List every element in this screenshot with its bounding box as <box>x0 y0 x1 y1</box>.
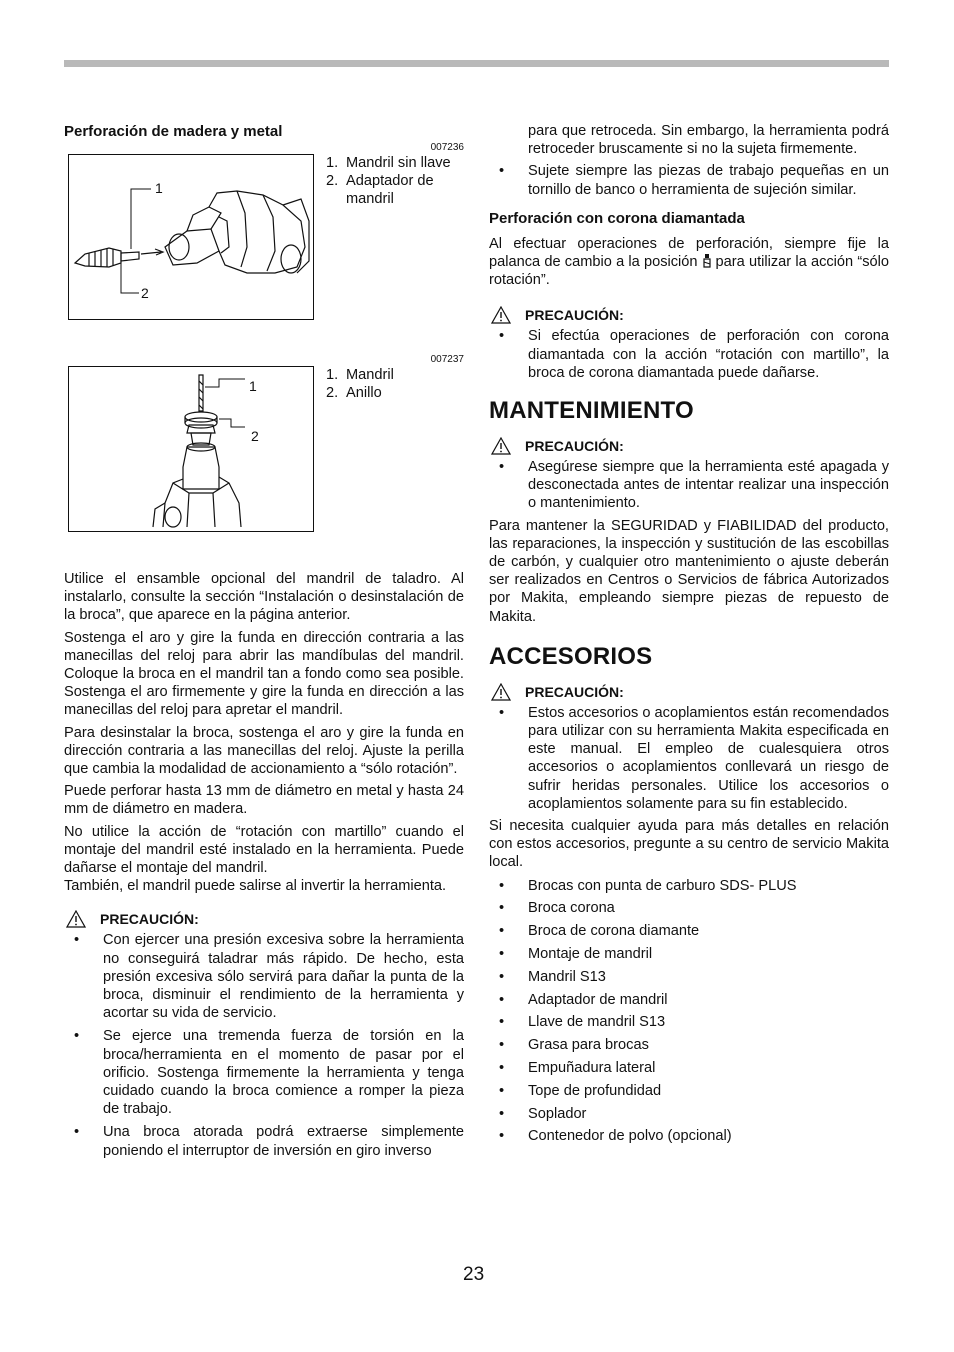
legend-number: 2. <box>326 385 339 402</box>
caution-list <box>489 458 889 513</box>
list-item: • Se ejerce una tremenda fuerza de torsión en la broca/herramienta en el momento de pasar por el orificio. Sostenga firmemente la herramienta y tenga cuidado cuando la broca comience a romper la pieza de trabajo. <box>74 1028 464 1118</box>
warning-triangle-icon <box>66 910 86 928</box>
caution-heading <box>489 305 889 325</box>
list-item: • Estos accesorios o acoplamientos están recomendados para utilizar con su herramienta Makita especificada en este manual. El empleo de cualesquiera otros accesorios o acoplamientos conllevará un riesgo de sufrir heridas personales. Utilice los accesorios o acoplamientos solamente para su fin establecido. <box>499 704 889 812</box>
warning-triangle-icon <box>491 683 511 701</box>
caution-label: PRECAUCIÓN: <box>100 911 199 928</box>
list-item: • Tope de profundidad <box>499 1082 662 1099</box>
figure-2-legend <box>326 366 466 402</box>
caution-list <box>489 327 889 382</box>
continued-list <box>489 122 889 199</box>
paragraph: No utilice la acción de “rotación con martillo” cuando el montaje del mandril esté instalado en la herramienta. Puede dañarse el montaje del mandril. <box>64 823 464 877</box>
paragraph: Al efectuar operaciones de perforación, siempre fije la palanca de cambio a la posición para utilizar la acción “sólo rotación”. <box>489 235 889 289</box>
list-item: • Grasa para brocas <box>499 1037 649 1054</box>
list-item: • Empuñadura lateral <box>499 1060 656 1077</box>
right-column <box>489 122 889 1150</box>
figure-2-callout-1: 1 <box>249 378 257 394</box>
figure-1-callout-2: 2 <box>141 285 149 301</box>
figure-1-callout-1: 1 <box>155 180 163 196</box>
paragraph: Sostenga el aro y gire la funda en dirección contraria a las manecillas del reloj para abrir las mandíbulas del mandril. Coloque la broca en el mandril tan a fondo como sea posible. Sostenga el aro firmemente y gire la funda en dirección a las manecillas del reloj para apretar el mandril. <box>64 629 464 719</box>
caution-label: PRECAUCIÓN: <box>525 683 624 700</box>
list-item: • Broca de corona diamante <box>499 923 700 940</box>
caution-label: PRECAUCIÓN: <box>525 438 624 455</box>
legend-label: Mandril <box>346 367 394 383</box>
left-column <box>64 122 464 1160</box>
section-heading-wood-metal: Perforación de madera y metal <box>64 123 283 140</box>
caution-heading <box>489 682 889 702</box>
list-item: • Con ejercer una presión excesiva sobre la herramienta no conseguirá taladrar más rápido. De hecho, esta presión excesiva sólo servirá para dañar la punta de la broca, disminuir el rendimiento de la herramienta y acortar su vida de servicio. <box>74 932 464 1022</box>
paragraph: Si necesita cualquier ayuda para más detalles en relación con estos accesorios, pregunte a su centro de servicio Makita local. <box>489 818 889 871</box>
list-item: • Soplador <box>499 1105 587 1122</box>
warning-triangle-icon <box>491 437 511 455</box>
list-item: • Brocas con punta de carburo SDS- PLUS <box>499 877 797 894</box>
list-item: • Una broca atorada podrá extraerse simplemente poniendo el interruptor de inversión en giro inverso <box>74 1124 464 1159</box>
list-item: • Mandril S13 <box>499 968 606 985</box>
warning-triangle-icon <box>491 306 511 324</box>
figure-2 <box>64 366 464 534</box>
paragraph: Puede perforar hasta 13 mm de diámetro en metal y hasta 24 mm de diámetro en madera. <box>64 783 464 818</box>
list-item: • Llave de mandril S13 <box>499 1014 666 1031</box>
list-item: • Asegúrese siempre que la herramienta esté apagada y desconectada antes de intentar realizar una inspección o mantenimiento. <box>499 459 889 512</box>
legend-number: 1. <box>326 367 339 383</box>
figure-2-callout-2: 2 <box>251 428 259 444</box>
figure-2-illustration <box>68 366 314 532</box>
legend-label: Anillo <box>346 385 382 402</box>
drill-chuck-ring-drawing <box>69 367 312 530</box>
caution-heading <box>489 436 889 456</box>
legend-number: 2. <box>326 173 339 190</box>
paragraph: Utilice el ensamble opcional del mandril de taladro. Al instalarlo, consulte la sección “Instalación o desinstalación de la broca”, que aparece en la página anterior. <box>64 571 464 624</box>
figure-code-2: 007237 <box>430 354 464 365</box>
list-item: • Adaptador de mandril <box>499 991 668 1008</box>
page-number: 23 <box>463 1264 485 1285</box>
caution-list <box>64 931 464 1159</box>
section-title-maintenance: MANTENIMIENTO <box>489 397 694 425</box>
figure-1 <box>64 154 464 322</box>
caution-label: PRECAUCIÓN: <box>525 307 624 324</box>
section-heading-diamond: Perforación con corona diamantada <box>489 209 745 227</box>
figure-1-illustration <box>68 154 314 320</box>
legend-number: 1. <box>326 155 339 171</box>
top-rule <box>64 60 889 67</box>
legend-label: Mandril sin llave <box>346 155 451 171</box>
list-item: • Montaje de mandril <box>499 946 653 963</box>
list-item: para que retroceda. Sin embargo, la herramienta podrá retroceder bruscamente si no la sujeta firmemente. <box>528 123 889 158</box>
list-item: • Si efectúa operaciones de perforación con corona diamantada con la acción “rotación con martillo”, la broca de corona diamantada puede dañarse. <box>499 328 889 381</box>
caution-heading <box>64 909 464 929</box>
figure-code-1: 007236 <box>430 142 464 153</box>
figure-1-legend <box>326 154 466 209</box>
paragraph: Para desinstalar la broca, sostenga el aro y gire la funda en dirección contraria a las manecillas del reloj. Ajuste la perilla que cambia la modalidad de accionamiento a “sólo rotación”. <box>64 724 464 778</box>
list-item: • Sujete siempre las piezas de trabajo pequeñas en un tornillo de banco o herramienta de sujeción similar. <box>499 163 889 198</box>
list-item: • Broca corona <box>499 900 615 917</box>
list-item: • Contenedor de polvo (opcional) <box>499 1128 732 1145</box>
legend-label: Adaptador de mandril <box>346 173 434 208</box>
caution-list <box>489 704 889 813</box>
paragraph: Para mantener la SEGURIDAD y FIABILIDAD del producto, las reparaciones, la inspección y sustitución de las escobillas de carbón, y cualquier otro mantenimiento o ajuste deberán ser realizados en Centros o Servicios de fábrica Autorizados por Makita, empleando siempre piezas de repuesto de Makita. <box>489 517 889 625</box>
section-title-accessories: ACCESORIOS <box>489 642 653 670</box>
accessories-list <box>489 877 889 1146</box>
drill-bit-rotation-icon <box>702 254 712 268</box>
drill-with-keyless-chuck-drawing <box>69 155 312 318</box>
paragraph: También, el mandril puede salirse al invertir la herramienta. <box>64 878 447 895</box>
